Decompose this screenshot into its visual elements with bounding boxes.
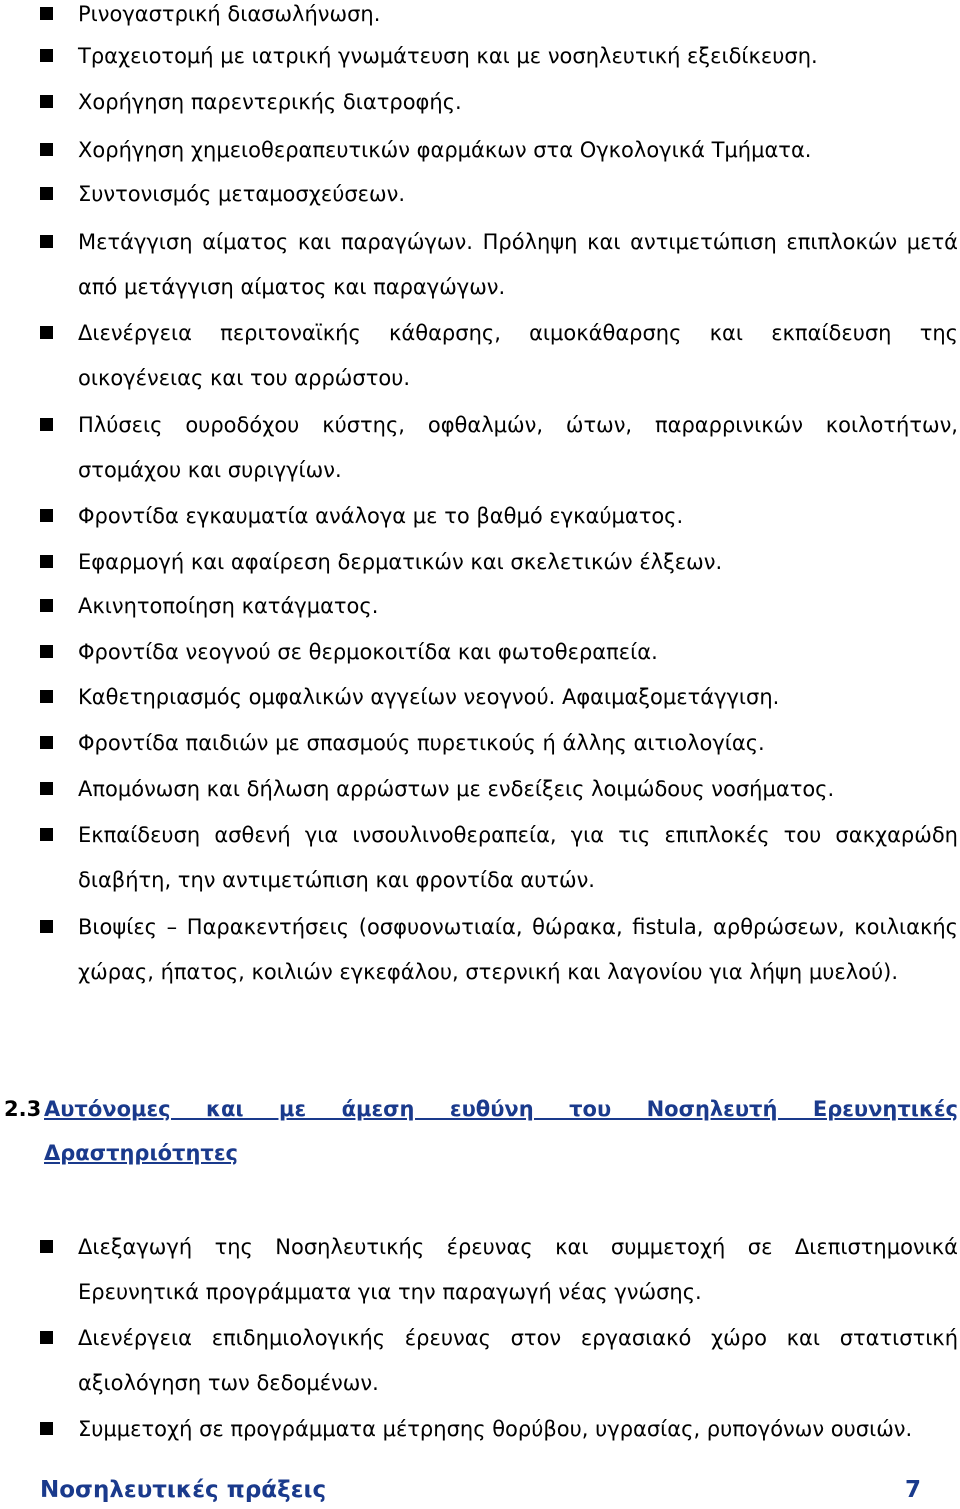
list-item: Χορήγηση χημειοθεραπευτικών φαρμάκων στα Ογκολογικά Τμήματα.	[78, 138, 812, 162]
list-item: Εφαρμογή και αφαίρεση δερματικών και σκελετικών έλξεων.	[78, 550, 723, 574]
list-item: Φροντίδα παιδιών με σπασμούς πυρετικούς ή άλλης αιτιολογίας.	[78, 731, 765, 755]
list-item: Ακινητοποίηση κατάγματος.	[78, 594, 379, 618]
bullet-icon	[40, 782, 53, 795]
list-item: Διενέργεια επιδημιολογικής έρευνας στον εργασιακό χώρο και στατιστική αξιολόγηση των δεδομένων.	[78, 1326, 958, 1395]
bullet-icon	[40, 690, 53, 703]
list-item: Μετάγγιση αίματος και παραγώγων. Πρόληψη και αντιμετώπιση επιπλοκών μετά από μετάγγιση αίματος και παραγώγων.	[78, 230, 958, 299]
footer-title: Νοσηλευτικές πράξεις	[40, 1477, 327, 1503]
list-item: Πλύσεις ουροδόχου κύστης, οφθαλμών, ώτων, παραρρινικών κοιλοτήτων, στομάχου και συριγγίων.	[78, 413, 958, 482]
list-item: Διενέργεια περιτοναϊκής κάθαρσης, αιμοκάθαρσης και εκπαίδευση της οικογένειας και του αρρώστου.	[78, 321, 958, 390]
bullet-icon	[40, 7, 53, 20]
list-item: Βιοψίες – Παρακεντήσεις (οσφυονωτιαία, θώρακα, fistula, αρθρώσεων, κοιλιακής χώρας, ήπατος, κοιλιών εγκεφάλου, στερνική και λαγονίου για λήψη μυελού).	[78, 915, 958, 984]
bullet-icon	[40, 418, 53, 431]
list-item: Τραχειοτομή με ιατρική γνωμάτευση και με νοσηλευτική εξειδίκευση.	[78, 44, 818, 68]
list-item: Συμμετοχή σε προγράμματα μέτρησης θορύβου, υγρασίας, ρυπογόνων ουσιών.	[78, 1417, 913, 1441]
bullet-icon	[40, 95, 53, 108]
bullet-icon	[40, 920, 53, 933]
bullet-icon	[40, 645, 53, 658]
bullet-icon	[40, 736, 53, 749]
list-item: Διεξαγωγή της Νοσηλευτικής έρευνας και συμμετοχή σε Διεπιστημονικά Ερευνητικά προγράμματα για την παραγωγή νέας γνώσης.	[78, 1235, 958, 1304]
list-item: Φροντίδα νεογνού σε θερμοκοιτίδα και φωτοθεραπεία.	[78, 640, 658, 664]
list-item: Ρινογαστρική διασωλήνωση.	[78, 2, 381, 26]
page-number: 7	[905, 1477, 922, 1503]
section-title: Αυτόνομες και με άμεση ευθύνη του Νοσηλευτή Ερευνητικές Δραστηριότητες	[44, 1097, 958, 1165]
bullet-icon	[40, 187, 53, 200]
bullet-icon	[40, 1422, 53, 1435]
list-item: Απομόνωση και δήλωση αρρώστων με ενδείξεις λοιμώδους νοσήματος.	[78, 777, 835, 801]
list-item: Χορήγηση παρεντερικής διατροφής.	[78, 90, 462, 114]
list-item: Καθετηριασμός ομφαλικών αγγείων νεογνού. Αφαιμαξομετάγγιση.	[78, 685, 780, 709]
bullet-icon	[40, 1240, 53, 1253]
bullet-icon	[40, 143, 53, 156]
list-item: Συντονισμός μεταμοσχεύσεων.	[78, 182, 405, 206]
bullet-icon	[40, 326, 53, 339]
bullet-icon	[40, 235, 53, 248]
bullet-icon	[40, 49, 53, 62]
bullet-icon	[40, 828, 53, 841]
bullet-icon	[40, 555, 53, 568]
bullet-icon	[40, 1331, 53, 1344]
bullet-icon	[40, 509, 53, 522]
list-item: Εκπαίδευση ασθενή για ινσουλινοθεραπεία, για τις επιπλοκές του σακχαρώδη διαβήτη, την αντιμετώπιση και φροντίδα αυτών.	[78, 823, 958, 892]
list-item: Φροντίδα εγκαυματία ανάλογα με το βαθμό εγκαύματος.	[78, 504, 684, 528]
section-number: 2.3	[4, 1097, 42, 1121]
bullet-icon	[40, 599, 53, 612]
